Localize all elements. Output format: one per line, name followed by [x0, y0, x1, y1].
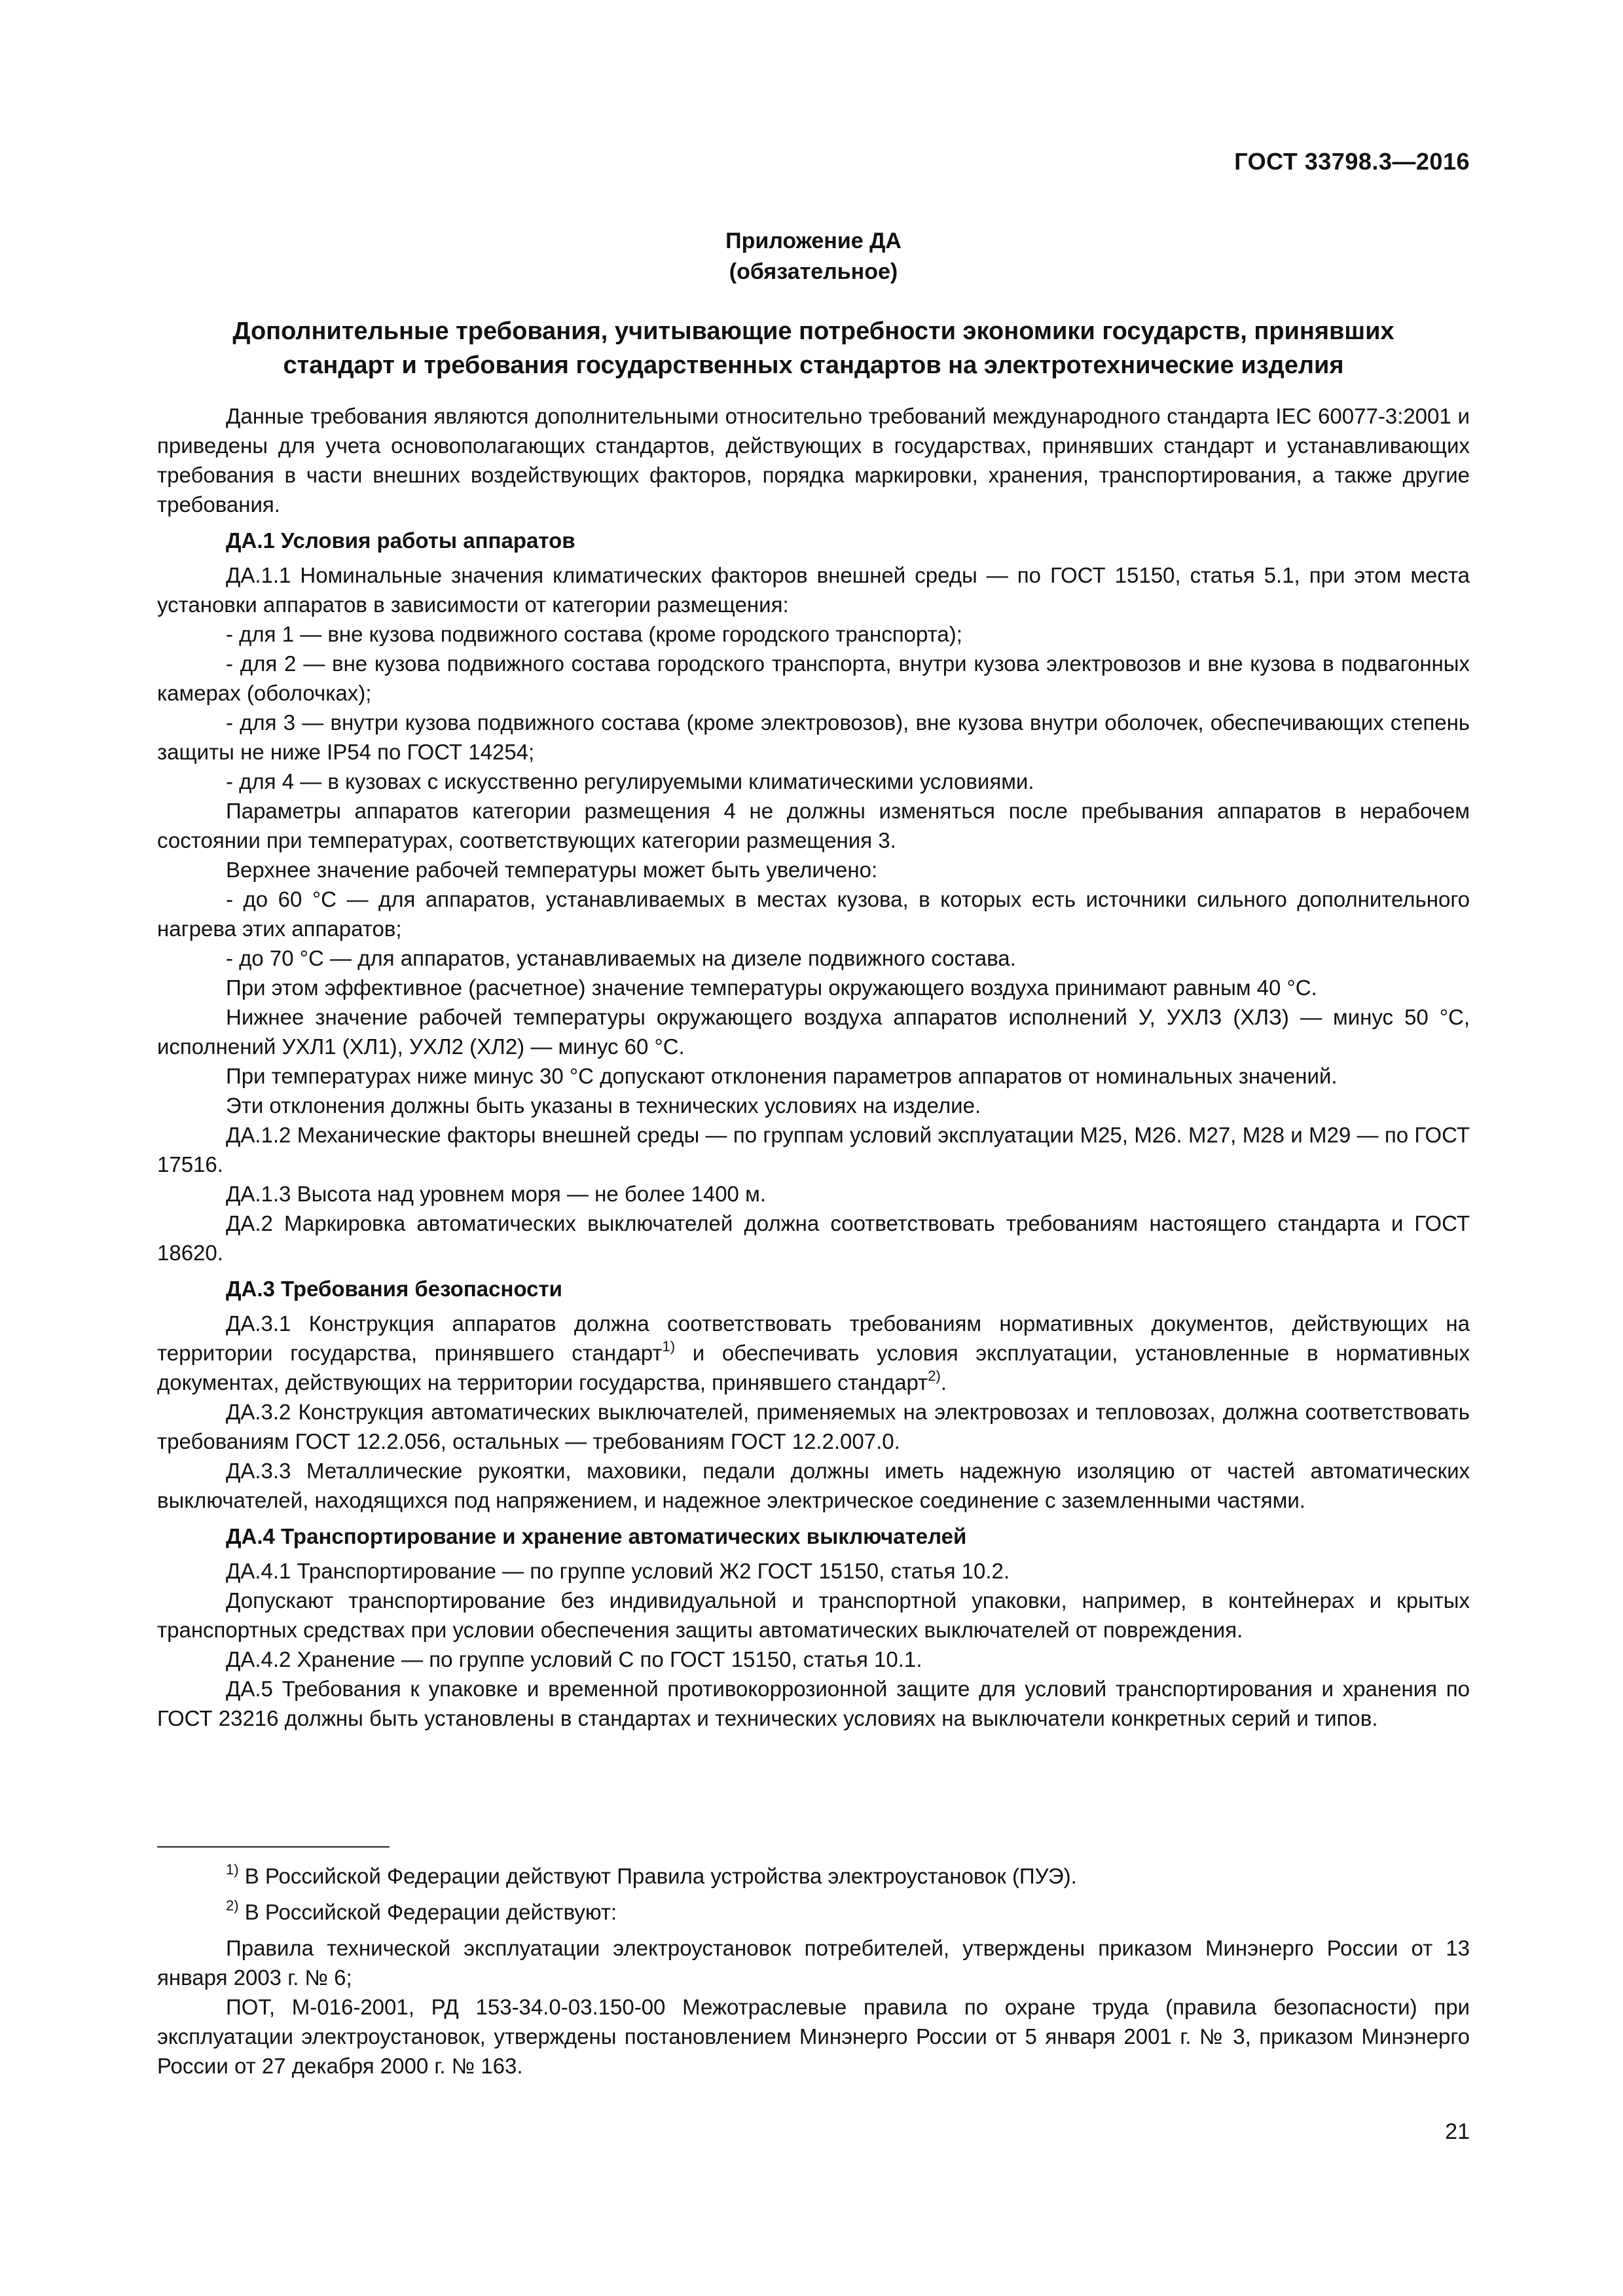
- paragraph: Нижнее значение рабочей температуры окружающего воздуха аппаратов исполнений У, УХЛЗ (ХЛЗ) — минус 50 °С, исполнений УХЛ1 (ХЛ1), УХЛ2 (ХЛ2) — минус 60 °С.: [157, 1005, 1470, 1059]
- annex-title: Приложение ДА: [725, 228, 902, 253]
- paragraph: При температурах ниже минус 30 °С допускают отклонения параметров аппаратов от номинальных значений.: [226, 1064, 1338, 1088]
- clause-da3-1-text-3: .: [940, 1370, 947, 1394]
- paragraph: Допускают транспортирование без индивидуальной и транспортной упаковки, например, в контейнерах и крытых транспортных средствах при условии обеспечения защиты автоматических выключателей от повреждения.: [157, 1588, 1470, 1642]
- footnote-1: [157, 1861, 1470, 1891]
- section-heading-da1: ДА.1 Условия работы аппаратов: [226, 528, 575, 553]
- annex-title-block: [157, 226, 1470, 287]
- footnote-2-paragraph: ПОТ, М-016-2001, РД 153-34.0-03.150-00 Межотраслевые правила по охране труда (правила безопасности) при эксплуатации электроустановок, утверждены постановлением Минэнерго России от 5 января 2001 г. № 3, приказом Минэнерго России от 27 декабря 2000 г. № 163.: [157, 1995, 1470, 2078]
- footnote-2: [157, 1897, 1470, 1927]
- clause-da1-1: ДА.1.1 Номинальные значения климатических факторов внешней среды — по ГОСТ 15150, статья 5.1, при этом места установки аппаратов в зависимости от категории размещения:: [157, 563, 1470, 617]
- clause-da4-2: ДА.4.2 Хранение — по группе условий С по ГОСТ 15150, статья 10.1.: [226, 1647, 922, 1671]
- paragraph: Эти отклонения должны быть указаны в технических условиях на изделие.: [226, 1093, 981, 1118]
- footnotes: [157, 1861, 1470, 2081]
- clause-da5: ДА.5 Требования к упаковке и временной противокоррозионной защите для условий транспортирования и хранения по ГОСТ 23216 должны быть установлены в стандартах и технических условиях на выключатели конкретных серий и типов.: [157, 1677, 1470, 1730]
- footnote-2-paragraph: Правила технической эксплуатации электроустановок потребителей, утверждены приказом Минэнерго России от 13 января 2003 г. № 6;: [157, 1936, 1470, 1990]
- paragraph: Параметры аппаратов категории размещения 4 не должны изменяться после пребывания аппаратов в нерабочем состоянии при температурах, соответствующих категории размещения 3.: [157, 799, 1470, 852]
- section-heading-da3: ДА.3 Требования безопасности: [226, 1277, 562, 1301]
- document-body: [157, 401, 1470, 1733]
- clause-da3-3: ДА.3.3 Металлические рукоятки, маховики, педали должны иметь надежную изоляцию от частей автоматических выключателей, находящихся под напряжением, и надежное электрическое соединение с заземленными частями.: [157, 1459, 1470, 1512]
- list-item: - для 4 — в кузовах с искусственно регулируемыми климатическими условиями.: [226, 769, 1034, 793]
- footnote-marker-1: 1): [226, 1861, 239, 1878]
- paragraph: Верхнее значение рабочей температуры может быть увеличено:: [226, 858, 878, 882]
- footnote-ref-2[interactable]: 2): [928, 1368, 941, 1384]
- section-heading-da4: ДА.4 Транспортирование и хранение автоматических выключателей: [226, 1524, 967, 1548]
- clause-da3-1-text-1: ДА.3.1 Конструкция аппаратов должна соответствовать требованиям нормативных документов, действующих на территории государства, принявшего стандарт: [157, 1311, 1470, 1365]
- list-item: - для 3 — внутри кузова подвижного состава (кроме электровозов), вне кузова внутри оболочек, обеспечивающих степень защиты не ниже IP54 по ГОСТ 14254;: [157, 710, 1470, 764]
- page-number: 21: [1445, 2119, 1470, 2144]
- main-title: [157, 314, 1470, 382]
- list-item: - для 1 — вне кузова подвижного состава (кроме городского транспорта);: [226, 622, 962, 646]
- clause-da4-1: ДА.4.1 Транспортирование — по группе условий Ж2 ГОСТ 15150, статья 10.2.: [226, 1559, 1010, 1583]
- clause-da3-1: [157, 1309, 1470, 1397]
- clause-da3-1-text-2: и обеспечивать условия эксплуатации, установленные в нормативных документах, действующих на территории государства, принявшего стандарт: [157, 1341, 1470, 1394]
- clause-da1-3: ДА.1.3 Высота над уровнем моря — не более 1400 м.: [226, 1182, 766, 1206]
- footnote-ref-1[interactable]: 1): [662, 1338, 676, 1355]
- footnote-marker-2: 2): [226, 1897, 239, 1914]
- clause-da1-2: ДА.1.2 Механические факторы внешней среды — по группам условий эксплуатации М25, М26. М27, М28 и М29 — по ГОСТ 17516.: [157, 1123, 1470, 1176]
- main-title-line-2: стандарт и требования государственных стандартов на электротехнические изделия: [283, 352, 1344, 379]
- list-item: - для 2 — вне кузова подвижного состава городского транспорта, внутри кузова электровозов и вне кузова в подвагонных камерах (оболочках);: [157, 651, 1470, 705]
- intro-paragraph: Данные требования являются дополнительными относительно требований международного стандарта IEC 60077-3:2001 и приведены для учета основополагающих стандартов, действующих в государствах, принявших стандарт и устанавливающих требования в части внешних воздействующих факторов, порядка маркировки, хранения, транспортирования, а также другие требования.: [157, 404, 1470, 517]
- clause-da2: ДА.2 Маркировка автоматических выключателей должна соответствовать требованиям настоящего стандарта и ГОСТ 18620.: [157, 1211, 1470, 1265]
- footnote-divider: [157, 1846, 390, 1848]
- list-item: - до 70 °С — для аппаратов, устанавливаемых на дизеле подвижного состава.: [226, 946, 1016, 970]
- paragraph: При этом эффективное (расчетное) значение температуры окружающего воздуха принимают равным 40 °С.: [226, 975, 1317, 1000]
- footnote-2-text: В Российской Федерации действуют:: [238, 1900, 617, 1924]
- list-item: - до 60 °С — для аппаратов, устанавливаемых в местах кузова, в которых есть источники сильного дополнительного нагрева этих аппаратов;: [157, 887, 1470, 941]
- clause-da3-2: ДА.3.2 Конструкция автоматических выключателей, применяемых на электровозах и тепловозах, должна соответствовать требованиям ГОСТ 12.2.056, остальных — требованиям ГОСТ 12.2.007.0.: [157, 1400, 1470, 1453]
- footnote-1-text: В Российской Федерации действуют Правила устройства электроустановок (ПУЭ).: [238, 1864, 1077, 1888]
- standard-designation: ГОСТ 33798.3—2016: [1234, 148, 1470, 175]
- annex-status: (обязательное): [729, 259, 898, 284]
- main-title-line-1: Дополнительные требования, учитывающие потребности экономики государств, принявших: [232, 318, 1395, 345]
